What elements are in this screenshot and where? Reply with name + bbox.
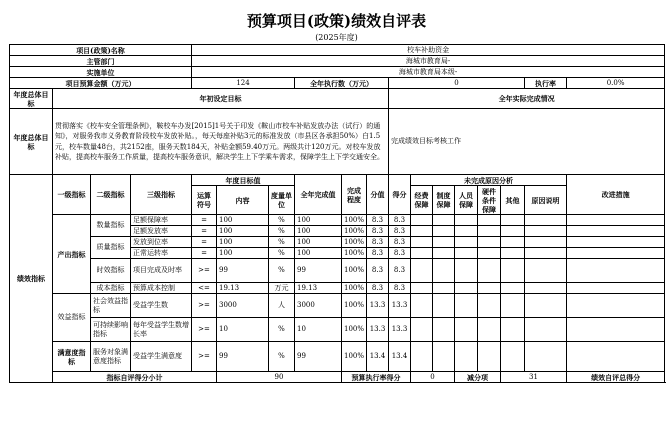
evaluation-table: [9, 44, 665, 383]
exec-value: 0: [389, 78, 525, 89]
header-measures: 改进措施: [567, 175, 665, 215]
page-year: (2025年度): [315, 33, 358, 42]
row-full: 100: [295, 215, 342, 226]
row-op: >=: [192, 318, 217, 342]
row-name: 足额发放率: [131, 226, 192, 237]
row-degree: 100%: [342, 237, 367, 248]
row-score: 8.3: [389, 248, 411, 259]
group-output: 产出指标: [53, 215, 91, 294]
row-full: 10: [295, 318, 342, 342]
budget-score-value: 0: [411, 372, 455, 383]
row-name: 受益学生满意度: [131, 342, 192, 372]
row-degree: 100%: [342, 283, 367, 294]
row-score-value: 8.3: [367, 226, 389, 237]
group-benefit: 效益指标: [53, 294, 91, 342]
header-unit: 度量单位: [269, 186, 295, 215]
header-content: 内容: [217, 186, 269, 215]
row-content: 100: [217, 226, 269, 237]
header-system: 制度保障: [433, 186, 455, 215]
header-annual-target: 年度目标值: [192, 175, 295, 186]
row-score: 8.3: [389, 226, 411, 237]
table-row: [10, 318, 665, 342]
row-footer: [10, 372, 665, 383]
row-op: >=: [192, 259, 217, 283]
row-op: =: [192, 237, 217, 248]
row-full: 100: [295, 237, 342, 248]
table-row: [10, 342, 665, 372]
unit-label: 实施单位: [10, 67, 192, 78]
row-unit: %: [269, 226, 295, 237]
project-name-value: 校车补助资金: [192, 45, 665, 56]
row-op: >=: [192, 342, 217, 372]
goal-section-label: 年度总体目标: [10, 89, 53, 109]
row-content: 100: [217, 237, 269, 248]
row-score: 13.4: [389, 342, 411, 372]
row-score-value: 13.3: [367, 318, 389, 342]
row-project-name: [10, 45, 665, 56]
row-content: 10: [217, 318, 269, 342]
row-name: 受益学生数: [131, 294, 192, 318]
row-name: 正常运转率: [131, 248, 192, 259]
row-score-value: 8.3: [367, 259, 389, 283]
row-score: 8.3: [389, 215, 411, 226]
header-level1: 一级指标: [53, 175, 91, 215]
budget-value: 124: [192, 78, 295, 89]
row-op: <=: [192, 283, 217, 294]
department-label: 主管部门: [10, 56, 192, 67]
header-hardware: 硬件条件保障: [478, 186, 501, 215]
goal-actual-header: 全年实际完成情况: [389, 89, 665, 109]
table-row: [10, 259, 665, 283]
row-score-value: 8.3: [367, 283, 389, 294]
goal-section-label-2: 年度总体目标: [10, 109, 53, 175]
exec-label: 全年执行数（万元）: [295, 78, 389, 89]
row-content: 100: [217, 215, 269, 226]
row-degree: 100%: [342, 259, 367, 283]
header-staff: 人员保障: [455, 186, 478, 215]
header-econ: 经费保障: [411, 186, 433, 215]
deduct-label: 减分项: [455, 372, 501, 383]
row-unit: [10, 67, 665, 78]
group-quality: 质量指标: [91, 237, 131, 259]
row-score-value: 8.3: [367, 248, 389, 259]
row-score: 8.3: [389, 259, 411, 283]
header-score-value: 分值: [367, 175, 389, 215]
header-full-value: 全年完成值: [295, 175, 342, 215]
row-budget: [10, 78, 665, 89]
row-unit: 万元: [269, 283, 295, 294]
row-degree: 100%: [342, 215, 367, 226]
project-name-label: 项目(政策)名称: [10, 45, 192, 56]
row-name: 每年受益学生数增长率: [131, 318, 192, 342]
subtotal-label: 指标自评得分小计: [53, 372, 217, 383]
row-unit: %: [269, 248, 295, 259]
rate-value: 0.0%: [567, 78, 665, 89]
header-unfinished: 未完成原因分析: [411, 175, 567, 186]
header-op: 运算符号: [192, 186, 217, 215]
table-row: [10, 237, 665, 248]
row-full: 100: [295, 248, 342, 259]
group-satisfaction: 满意度指标: [53, 342, 91, 372]
row-degree: 100%: [342, 294, 367, 318]
row-op: =: [192, 226, 217, 237]
row-score: 13.3: [389, 318, 411, 342]
group-timeliness: 时效指标: [91, 259, 131, 283]
group-sustain: 可持续影响指标: [91, 318, 131, 342]
budget-label: 项目预算金额（万元）: [10, 78, 192, 89]
row-score: 8.3: [389, 237, 411, 248]
row-content: 19.13: [217, 283, 269, 294]
row-content: 99: [217, 259, 269, 283]
budget-score-label: 预算执行率得分: [342, 372, 411, 383]
row-degree: 100%: [342, 318, 367, 342]
goal-initial-header: 年初设定目标: [53, 89, 389, 109]
row-department: [10, 56, 665, 67]
row-score-value: 13.3: [367, 294, 389, 318]
row-content: 100: [217, 248, 269, 259]
row-full: 99: [295, 342, 342, 372]
row-full: 99: [295, 259, 342, 283]
row-degree: 100%: [342, 248, 367, 259]
header-level2: 二级指标: [91, 175, 131, 215]
row-goal-content: [10, 109, 665, 175]
row-score: 13.3: [389, 294, 411, 318]
row-op: =: [192, 215, 217, 226]
deduct-value: 31: [501, 372, 567, 383]
subtotal-value: 90: [217, 372, 342, 383]
row-unit: %: [269, 215, 295, 226]
header-level3: 三级指标: [131, 175, 192, 215]
department-value: 海城市教育局-: [192, 56, 665, 67]
unit-value: 海城市教育局本级-: [192, 67, 665, 78]
row-degree: 100%: [342, 342, 367, 372]
group-service: 服务对象满意度指标: [91, 342, 131, 372]
row-score-value: 8.3: [367, 237, 389, 248]
row-unit: %: [269, 318, 295, 342]
row-score: 8.3: [389, 283, 411, 294]
row-score-value: 8.3: [367, 215, 389, 226]
table-row: [10, 294, 665, 318]
row-name: 足额保障率: [131, 215, 192, 226]
row-name: 预算成本控制: [131, 283, 192, 294]
header-degree: 完成程度: [342, 175, 367, 215]
row-unit: 人: [269, 294, 295, 318]
header-other: 其他: [501, 186, 525, 215]
row-degree: 100%: [342, 226, 367, 237]
row-unit: %: [269, 342, 295, 372]
goal-actual-text: 完成绩效目标考核工作: [389, 109, 665, 175]
total-label: 绩效自评总得分: [567, 372, 665, 383]
perf-label: 绩效指标: [10, 175, 53, 383]
row-full: 100: [295, 226, 342, 237]
table-row: [10, 215, 665, 226]
page-title: 预算项目(政策)绩效自评表: [246, 12, 427, 30]
row-full: 19.13: [295, 283, 342, 294]
goal-initial-text: 贯彻落实《校车安全管理条例》，鞍校车办发[2015]1号关于印发《鞍山市校车补贴发放办法（试行）的通知》，对服务我市义务教育阶段校车发放补贴。，每天每座补贴3元的标准发放（市县区各承担50%）白1.5元，校车数量48台，共2152座，服务天数184天，补贴金额59.40万元。两级共计120万元。对校车发放补贴，提高校车服务工作质量，提高校车服务意识，解决学生上下学乘车需求，保障学生上下学交通安全。: [53, 109, 389, 175]
row-perf-header-1: [10, 175, 665, 186]
row-full: 3000: [295, 294, 342, 318]
row-name: 项目完成及时率: [131, 259, 192, 283]
row-content: 99: [217, 342, 269, 372]
table-row: [10, 283, 665, 294]
row-score-value: 13.4: [367, 342, 389, 372]
row-name: 发放到位率: [131, 237, 192, 248]
group-cost: 成本指标: [91, 283, 131, 294]
row-unit: %: [269, 259, 295, 283]
group-social: 社会效益指标: [91, 294, 131, 318]
row-goal-header: [10, 89, 665, 109]
header-reason: 原因说明: [525, 186, 567, 215]
rate-label: 执行率: [525, 78, 567, 89]
row-op: =: [192, 248, 217, 259]
row-unit: %: [269, 237, 295, 248]
row-content: 3000: [217, 294, 269, 318]
header-score: 得分: [389, 175, 411, 215]
group-quantity: 数量指标: [91, 215, 131, 237]
row-op: >=: [192, 294, 217, 318]
